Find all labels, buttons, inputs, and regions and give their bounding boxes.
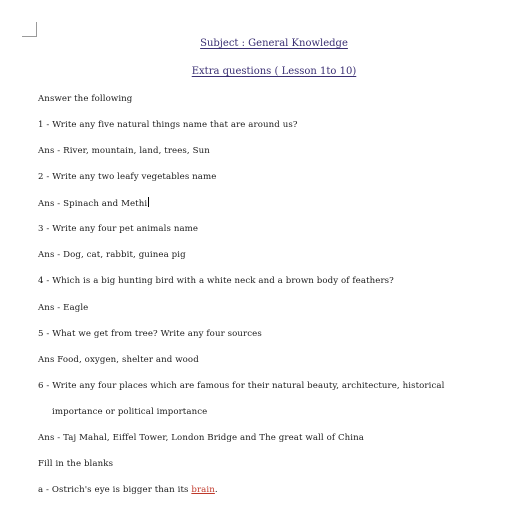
- question-6-line-1: 6 - Write any four places which are famous for their natural beauty, architecture, historical: [38, 381, 445, 391]
- fill-blank-a: [38, 484, 218, 496]
- fill-blank-a-suffix: .: [214, 485, 218, 495]
- fill-blank-a-prefix: a - Ostrich's eye is bigger than its: [38, 485, 192, 495]
- subject-title: Subject : General Knowledge: [200, 38, 348, 49]
- question-1: 1 - Write any five natural things name that are around us?: [38, 120, 298, 130]
- answer-3: Ans - Dog, cat, rabbit, guinea pig: [38, 250, 186, 260]
- question-3: 3 - Write any four pet animals name: [38, 224, 199, 234]
- answer-4: Ans - Eagle: [38, 303, 89, 313]
- question-5: 5 - What we get from tree? Write any four sources: [38, 329, 262, 339]
- fill-blanks-heading: Fill in the blanks: [38, 459, 114, 469]
- extra-questions-title: Extra questions ( Lesson 1to 10): [191, 66, 357, 77]
- answer-2[interactable]: [38, 197, 149, 210]
- question-6-line-2: importance or political importance: [52, 407, 208, 417]
- answer-6: Ans - Taj Mahal, Eiffel Tower, London Bridge and The great wall of China: [38, 433, 364, 443]
- answer-1: Ans - River, mountain, land, trees, Sun: [38, 146, 210, 156]
- question-4: 4 - Which is a big hunting bird with a white neck and a brown body of feathers?: [38, 276, 394, 286]
- text-cursor: [148, 197, 149, 207]
- question-2: 2 - Write any two leafy vegetables name: [38, 172, 217, 182]
- answer-2-text: Ans - Spinach and Methi: [38, 199, 148, 209]
- page-corner-marker: [22, 22, 37, 37]
- answer-5: Ans Food, oxygen, shelter and wood: [38, 355, 199, 365]
- instruction-text: Answer the following: [38, 94, 133, 104]
- spelling-flagged-word[interactable]: brain: [191, 485, 215, 495]
